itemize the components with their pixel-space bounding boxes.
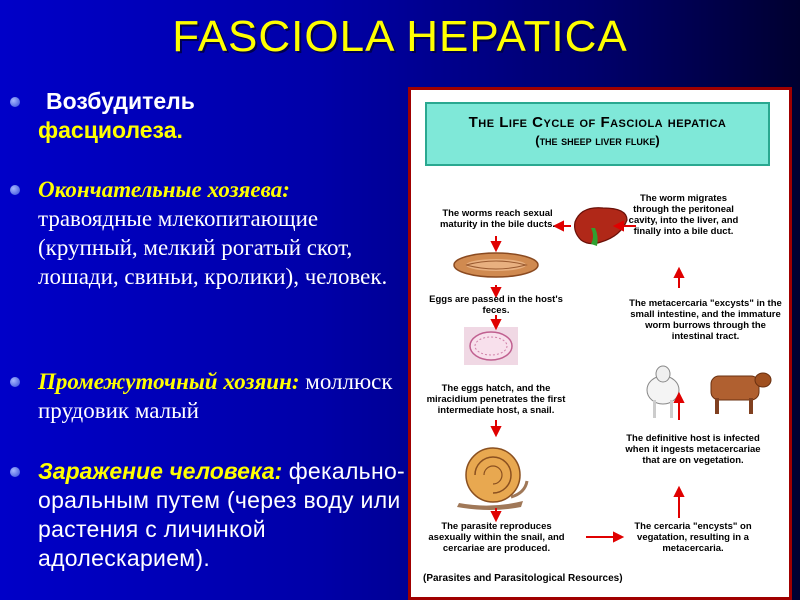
caption-reproduces: The parasite reproduces asexually within the snail, and cercariae are produced. <box>428 521 565 554</box>
life-cycle-figure <box>408 87 792 600</box>
definitive-hosts-label: Окончательные хозяева: <box>38 177 290 202</box>
slide-title: FASCIOLA HEPATICA <box>172 12 628 61</box>
arrowhead <box>492 427 500 435</box>
pathogen-disease: фасциолеза. <box>38 117 183 143</box>
arrowhead <box>675 394 683 402</box>
pathogen-label: Возбудитель <box>46 88 195 114</box>
definitive-hosts-text: травоядные млекопитающие (крупный, мелкий рогатый скот, лошади, свиньи, кролики), человек. <box>38 206 388 289</box>
bullet-dot <box>10 97 20 107</box>
caption-migrates: The worm migrates through the peritoneal cavity, into the liver, and finally into a bile duct. <box>628 193 739 237</box>
arrowhead <box>492 512 500 520</box>
intermediate-host-text: моллюск прудовик малый <box>38 369 393 423</box>
caption-eggs-hatch: The eggs hatch, and the miracidium penetrates the first intermediate host, a snail. <box>426 383 566 416</box>
human-infection-text: фекально-оральным путем (через воду или растения с личинкой адолескарием). <box>38 458 406 571</box>
diagram-title: The Life Cycle of Fasciola hepatica <box>468 114 727 131</box>
figure-source: (Parasites and Parasitological Resources) <box>423 573 623 584</box>
bullet-dot <box>10 185 20 195</box>
caption-eggs-passed: Eggs are passed in the host's feces. <box>429 294 563 316</box>
bullet-dot <box>10 467 20 477</box>
arrowhead <box>675 488 683 496</box>
arrowhead <box>675 269 683 277</box>
figure-canvas <box>411 90 789 597</box>
arrowhead <box>492 242 500 250</box>
caption-excysts: The metacercaria "excysts" in the small intestine, and the immature worm burrows through the intestinal tract. <box>629 298 782 342</box>
arrowhead <box>614 533 622 541</box>
bullet-dot <box>10 377 20 387</box>
diagram-subtitle: (the sheep liver fluke) <box>535 133 660 148</box>
caption-encysts: The cercaria "encysts" on vegatation, resulting in a metacercaria. <box>634 521 752 554</box>
caption-definitive-host: The definitive host is infected when it ingests metacercariae that are on vegetation. <box>625 433 761 466</box>
arrowhead <box>492 320 500 328</box>
intermediate-host-label: Промежуточный хозяин: <box>38 369 300 394</box>
caption-maturity: The worms reach sexual maturity in the bile ducts. <box>439 208 556 230</box>
human-infection-label: Заражение человека: <box>38 458 283 484</box>
